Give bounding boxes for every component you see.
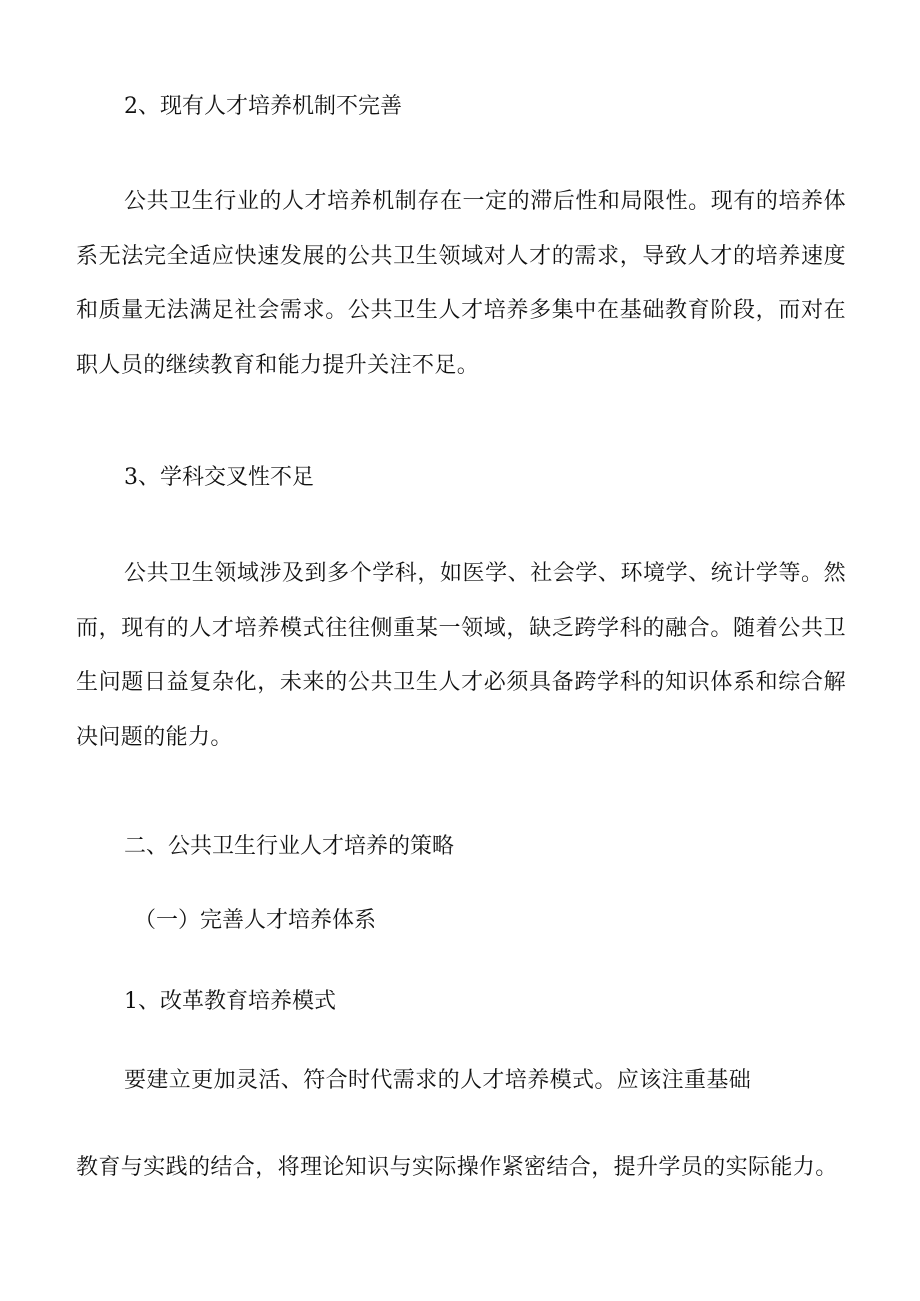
paragraph-reform-line-1: 要建立更加灵活、符合时代需求的人才培养模式。应该注重基础: [124, 1068, 752, 1093]
heading-item-2: 2、现有人才培养机制不完善: [124, 94, 402, 119]
heading-part-two: 二、公共卫生行业人才培养的策略: [124, 834, 455, 859]
paragraph-interdisciplinary: 公共卫生领域涉及到多个学科，如医学、社会学、环境学、统计学等。然而，现有的人才培养模式往往侧重某一领域，缺乏跨学科的融合。随着公共卫生问题日益复杂化，未来的公共卫生人才必须具备跨学科的知识体系和综合解决问题的能力。: [76, 561, 846, 750]
heading-item-3: 3、学科交叉性不足: [124, 465, 314, 490]
paragraph-talent-mechanism: 公共卫生行业的人才培养机制存在一定的滞后性和局限性。现有的培养体系无法完全适应快速发展的公共卫生领域对人才的需求，导致人才的培养速度和质量无法满足社会需求。公共卫生人才培养多集中在基础教育阶段，而对在职人员的继续教育和能力提升关注不足。: [76, 189, 846, 378]
paragraph-reform-line-2: 教育与实践的结合，将理论知识与实际操作紧密结合，提升学员的实际能力。: [76, 1155, 838, 1180]
heading-item-1: 1、改革教育培养模式: [124, 989, 336, 1014]
heading-subsection-one: （一）完善人才培养体系: [134, 908, 377, 933]
